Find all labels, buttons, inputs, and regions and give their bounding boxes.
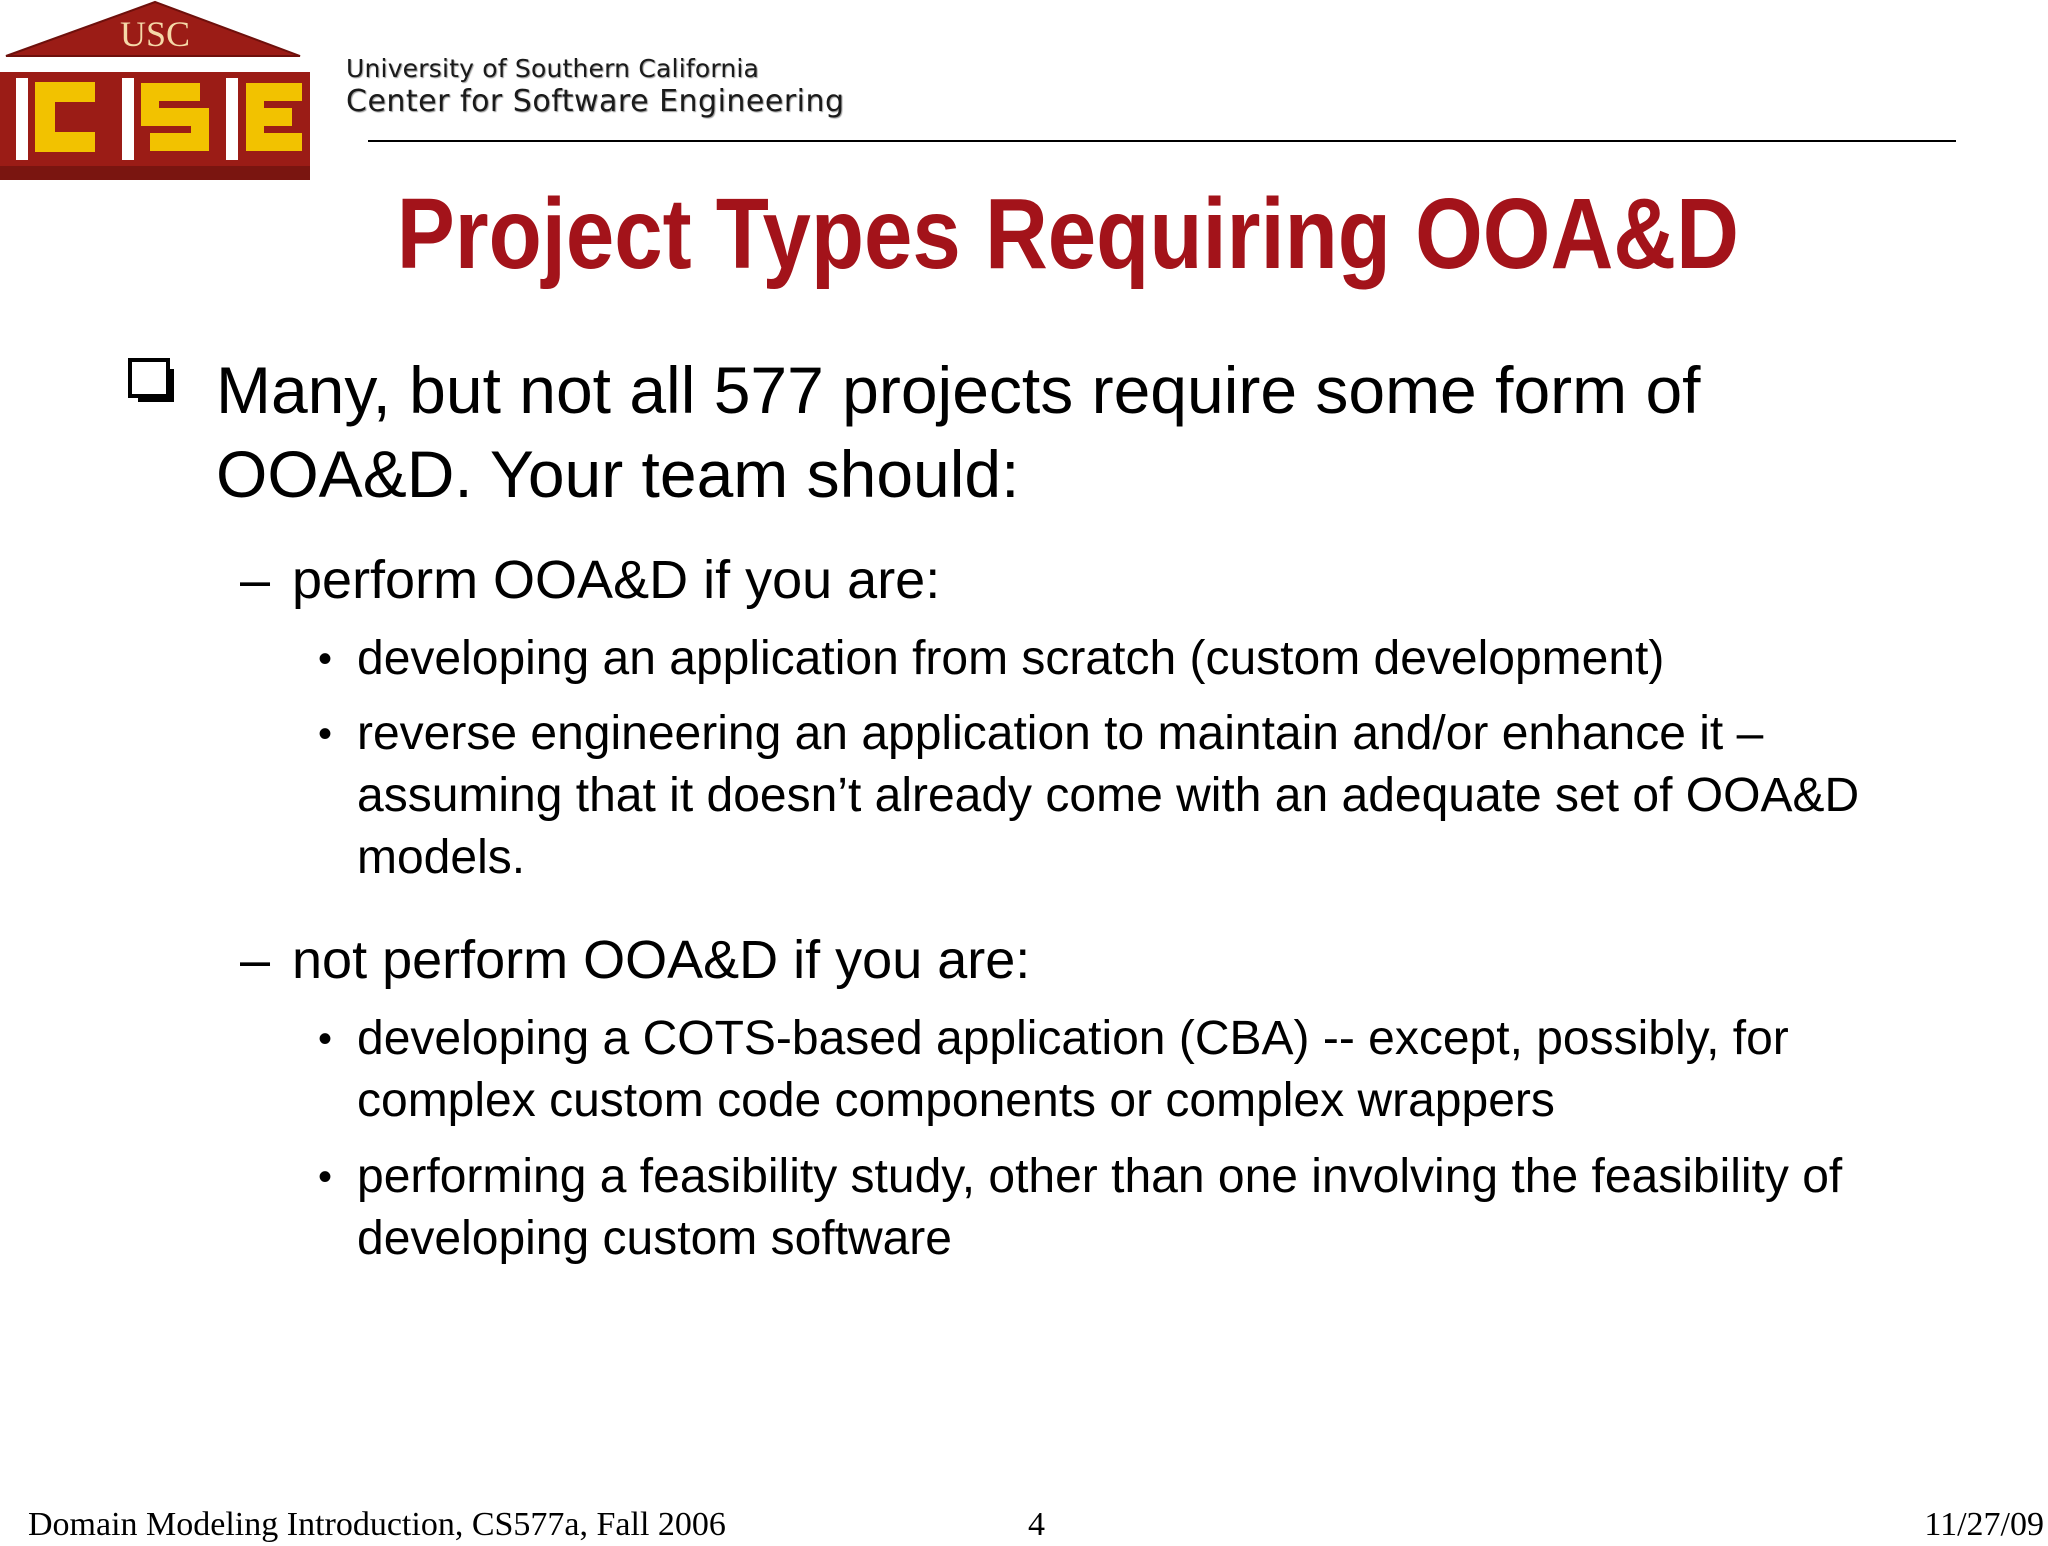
footer-course-info: Domain Modeling Introduction, CS577a, Fall 2006 [28, 1506, 726, 1543]
list-item: performing a feasibility study, other than one involving the feasibility of developing custom software [357, 1150, 1843, 1265]
dash-bullet: – [240, 550, 271, 610]
logo-usc-text: USC [119, 14, 191, 54]
list-item: reverse engineering an application to maintain and/or enhance it – assuming that it doesn’t already come with an adequate set of OOA&D models. [357, 707, 1860, 884]
dot-bullet: • [318, 1017, 333, 1061]
dot-bullet: • [318, 1155, 333, 1199]
center-name: Center for Software Engineering [346, 84, 845, 119]
group-heading-not-perform: not perform OOA&D if you are: [292, 930, 1031, 990]
main-bullet-text: Many, but not all 577 projects require some form of OOA&D. Your team should: [216, 353, 1701, 511]
list-item: developing a COTS-based application (CBA) -- except, possibly, for complex custom code components or complex wrappers [357, 1012, 1789, 1127]
dot-bullet: • [318, 637, 333, 681]
dot-bullet: • [318, 712, 333, 756]
group-heading-perform: perform OOA&D if you are: [292, 550, 941, 610]
logo-letters: CSE [0, 0, 3, 1]
checkbox-bullet-icon [128, 358, 178, 404]
list-item: developing an application from scratch (custom development) [357, 632, 1665, 685]
university-name: University of Southern California [346, 54, 760, 83]
page-number: 4 [1028, 1506, 1045, 1543]
slide-title: Project Types Requiring OOA&D [396, 178, 1739, 290]
dash-bullet: – [240, 930, 271, 990]
footer-date: 11/27/09 [1924, 1506, 2044, 1543]
